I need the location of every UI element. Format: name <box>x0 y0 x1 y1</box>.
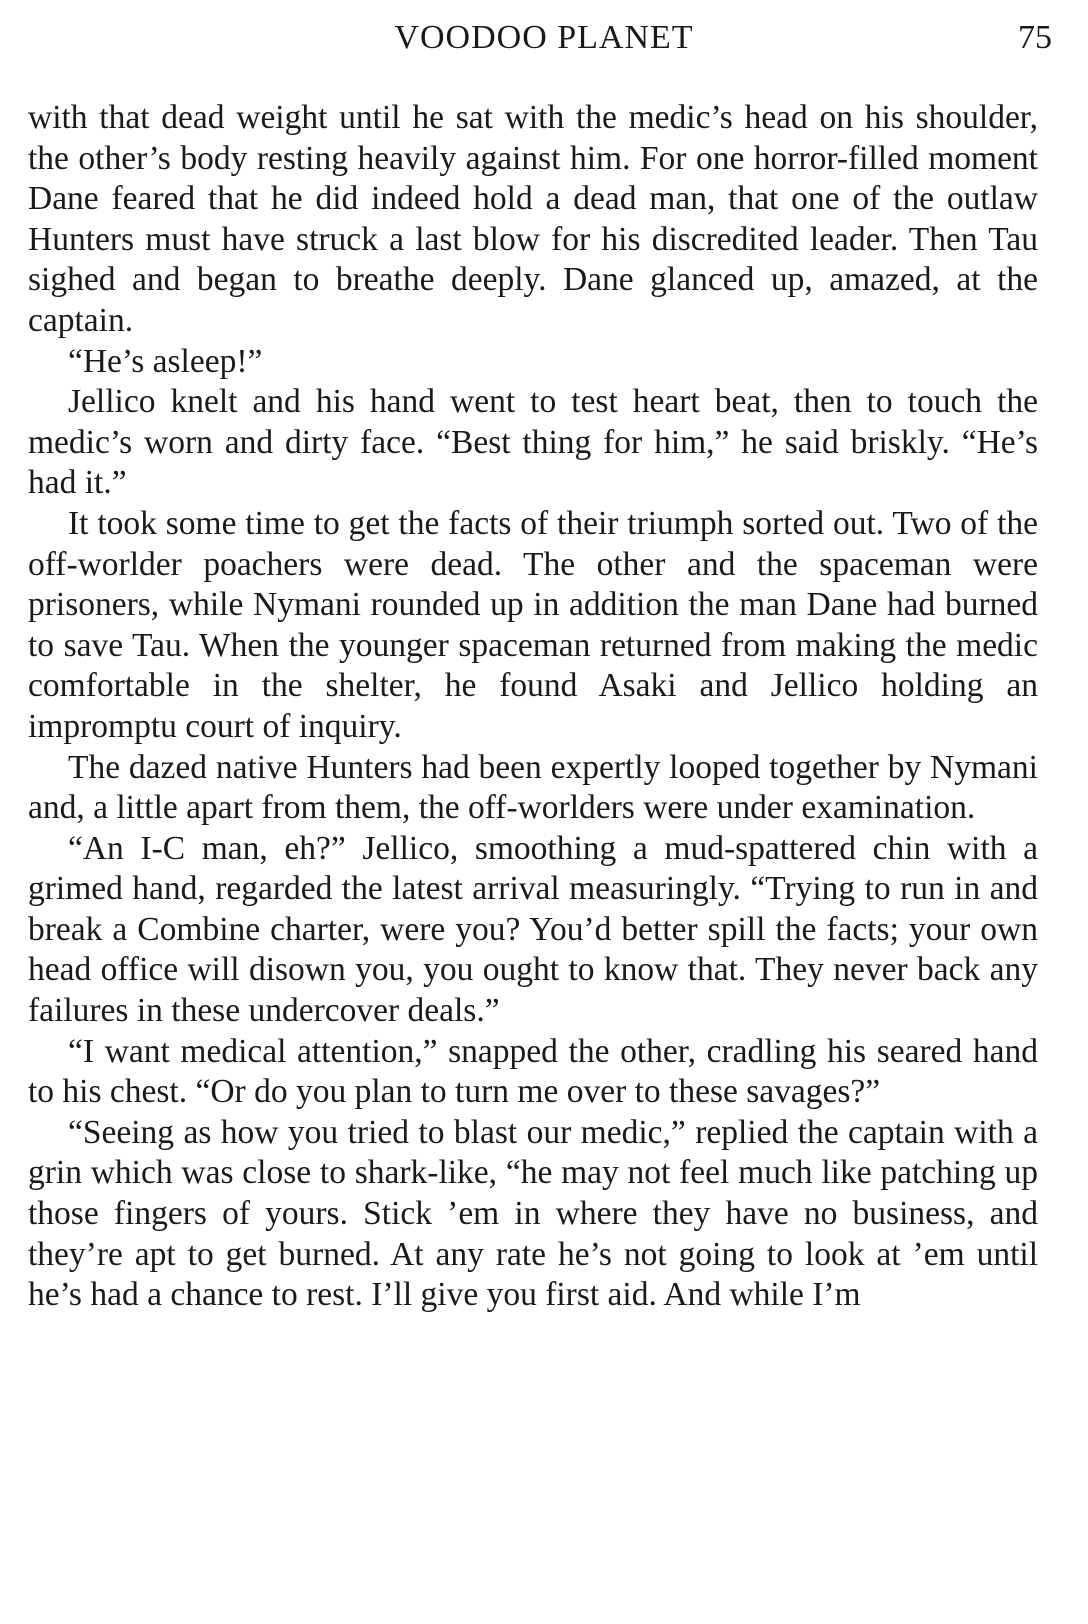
paragraph: “An I-C man, eh?” Jellico, smoothing a mud-spattered chin with a grimed hand, regarded the latest arrival measuringly. “Trying to run in and break a Combine charter, were you? You’d better spill the facts; your own head office will disown you, you ought to know that. They never back any failures in these undercover deals.” <box>28 829 1038 1030</box>
paragraph: “He’s asleep!” <box>68 342 263 380</box>
paragraph: Jellico knelt and his hand went to test heart beat, then to touch the medic’s worn and dirty face. “Best thing for him,” he said briskly. “He’s had it.” <box>28 383 1038 502</box>
paragraph: “Seeing as how you tried to blast our medic,” replied the captain with a grin which was close to shark-like, “he may not feel much like patching up those fingers of yours. Stick ’em in where they have no business, and they’re apt to get burned. At any rate he’s not going to look at ’em until he’s had a chance to rest. I’ll give you first aid. And while I’m <box>28 1113 1038 1314</box>
paragraph: It took some time to get the facts of their triumph sorted out. Two of the off-worlder poachers were dead. The other and the spaceman were prisoners, while Nymani rounded up in addition the man Dane had burned to save Tau. When the younger spaceman returned from making the medic comfortable in the shelter, he found Asaki and Jellico holding an impromptu court of inquiry. <box>28 504 1038 745</box>
running-head <box>24 14 1064 62</box>
running-title: VOODOO PLANET <box>394 19 694 56</box>
page-number: 75 <box>1018 19 1052 56</box>
paragraph-continued: with that dead weight until he sat with the medic’s head on his shoulder, the other’s body resting heavily against him. For one horror-filled moment Dane feared that he did indeed hold a dead man, that one of the outlaw Hunters must have struck a last blow for his discredited leader. Then Tau sighed and began to breathe deeply. Dane glanced up, amazed, at the captain. <box>28 99 1038 339</box>
paragraph: The dazed native Hunters had been expertly looped together by Nymani and, a little apart from them, the off-worlders were under examination. <box>28 748 1038 827</box>
body-text <box>28 98 1038 1316</box>
paragraph: “I want medical attention,” snapped the other, cradling his seared hand to his chest. “Or do you plan to turn me over to these savages?” <box>28 1032 1038 1111</box>
